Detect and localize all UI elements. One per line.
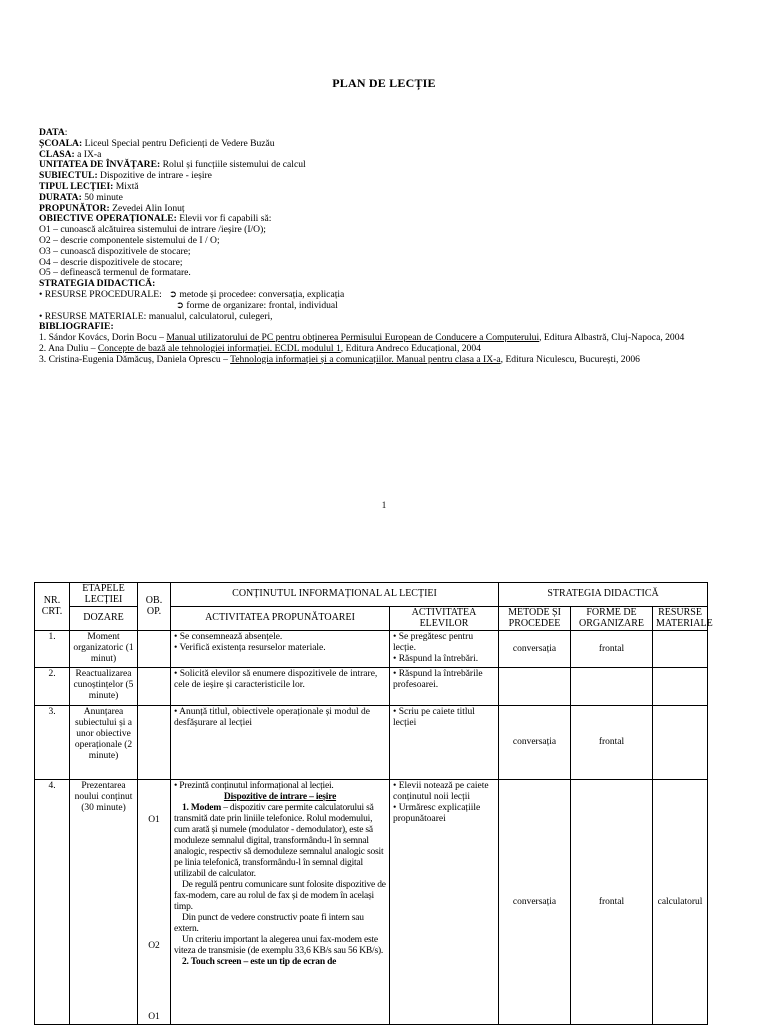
info-line-propunator: PROPUNĂTOR: Zevedei Alin Ionuț [39,202,185,214]
page-number: 1 [381,500,387,510]
table-row [35,780,708,1025]
info-line-subiectul: SUBIECTUL: Dispozitive de intrare - ieșire [39,170,212,182]
header-activitatea-propunatoarei: ACTIVITATEA PROPUNĂTOAREI [171,607,390,631]
row-forme [571,668,653,706]
objective-o4: O4 – descrie dispozitivele de stocare; [39,256,183,268]
header-nr-crt: NR. CRT. [35,583,70,631]
objective-ref: O1 [148,1012,160,1022]
table-row [35,631,708,668]
lesson-info-block [39,128,739,366]
header-resurse: RESURSE MATERIALE [653,607,708,631]
header-continut: CONȚINUTUL INFORMAȚIONAL AL LECȚIEI [171,583,499,607]
table-row [35,668,708,706]
bibliografie-item: 1. Sándor Kovács, Dorin Bocu – Manual utilizatorului de PC pentru obținerea Permisului European de Conducere a Computerului, Editura Albastră, Cluj-Napoca, 2004 [39,332,685,344]
row-ob [138,631,171,668]
row-elev-activity: • Se pregătesc pentru lecție. • Răspund la întrebări. [390,631,499,668]
row-prop-activity: • Prezintă conținutul informațional al lecției. Dispozitive de intrare – ieșire 1. Modem – dispozitiv care permite calculatorului să transmită date prin liniile telefonice. Rolul modemului, cum arată și numele (modulator - demodulator), este să moduleze semnalul digital, transformându-l în semnal analogic, respectiv să demoduleze semnalul analogic sosit pe linia telefonică, transformându-l în semnal digital utilizabil de calculator. De regulă pentru comunicare sunt folosite dispozitive de fax-modem, care au rolul de fax și de modem în același timp. Din punct de vedere constructiv poate fi intern sau extern. Un criteriu important la alegerea unui fax-modem este viteza de transmisie (de exemplu 33,6 KB/s sau 56 KB/s). 2. Touch screen – este un tip de ecran de [171,780,390,1025]
objective-ref: O2 [148,941,160,951]
row-resurse [653,631,708,668]
resurse-procedurale: • RESURSE PROCEDURALE: ➲ metode și procedee: conversația, explicația [39,288,345,300]
document-title: PLAN DE LECȚIE [332,76,436,90]
row-resurse [653,706,708,780]
row-prop-activity: • Se consemnează absențele. • Verifică existența resurselor materiale. [171,631,390,668]
row-nr: 1. [35,631,70,668]
info-line-tipul: TIPUL LECȚIEI: Mixtă [39,180,139,192]
section-heading: Dispozitive de intrare – ieșire [223,792,337,802]
row-forme: frontal [571,780,653,1025]
objective-o2: O2 – descrie componentele sistemului de I / O; [39,234,220,246]
row-forme: frontal [571,631,653,668]
row-elev-activity: • Elevii notează pe caiete conținutul noii lecții • Urmăresc explicațiile propunătoarei [390,780,499,1025]
bibliografie-heading: BIBLIOGRAFIE: [39,321,114,333]
row-etapa: Anunțarea subiectului și a unor obiective operaționale (2 minute) [70,706,138,780]
objective-o3: O3 – cunoască dispozitivele de stocare; [39,245,191,257]
row-prop-activity: • Anunță titlul, obiectivele operaționale și modul de desfășurare al lecției [171,706,390,780]
bibliografie-item: 2. Ana Duliu – Concepte de bază ale tehnologiei informației. ECDL modulul 1, Editura Andreco Educațional, 2004 [39,342,481,354]
resurse-materiale: • RESURSE MATERIALE: manualul, calculatorul, culegeri, [39,310,273,322]
info-line-obiective: OBIECTIVE OPERAȚIONALE: Elevii vor fi capabili să: [39,213,272,225]
row-etapa: Moment organizatoric (1 minut) [70,631,138,668]
info-line-scoala: ȘCOALA: Liceul Special pentru Deficienți de Vedere Buzău [39,137,275,149]
lesson-plan-table [34,582,713,1025]
row-nr: 2. [35,668,70,706]
objective-o5: O5 – definească termenul de formatare. [39,267,191,279]
header-strategia: STRATEGIA DIDACTICĂ [499,583,708,607]
info-line-unitatea: UNITATEA DE ÎNVĂȚARE: Rolul și funcțiile sistemului de calcul [39,159,306,171]
resurse-procedurale-forme: ➲ forme de organizare: frontal, individual [176,299,338,311]
header-metode: METODE ȘI PROCEDEE [499,607,571,631]
table-row [35,706,708,780]
row-nr: 3. [35,706,70,780]
row-etapa: Prezentarea noului conținut (30 minute) [70,780,138,1025]
row-elev-activity: • Scriu pe caiete titlul lecției [390,706,499,780]
header-activitatea-elevilor: ACTIVITATEA ELEVILOR [390,607,499,631]
header-ob-op: OB. OP. [138,583,171,631]
row-elev-activity: • Răspund la întrebările profesoarei. [390,668,499,706]
row-etapa: Reactualizarea cunoștințelor (5 minute) [70,668,138,706]
bibliografie-item: 3. Cristina-Eugenia Dămăcuș, Daniela Oprescu – Tehnologia informației și a comunicațiilor. Manual pentru clasa a IX-a, Editura Niculescu, București, 2006 [39,353,640,365]
row-metode: conversația [499,780,571,1025]
objective-ref: O1 [148,815,160,825]
row-metode: conversația [499,706,571,780]
row-prop-activity: • Solicită elevilor să enumere dispozitivele de intrare, cele de ieșire și caracteristicile lor. [171,668,390,706]
row-forme: frontal [571,706,653,780]
info-line-durata: DURATA: 50 minute [39,191,123,203]
info-line-strategia: STRATEGIA DIDACTICĂ: [39,278,156,290]
row-nr: 4. [35,780,70,1025]
objective-o1: O1 – cunoască alcătuirea sistemului de intrare /ieșire (I/O); [39,224,266,236]
row-metode: conversația [499,631,571,668]
header-forme: FORME DE ORGANIZARE [571,607,653,631]
row-ob [138,780,171,1025]
row-resurse [653,668,708,706]
header-dozare: DOZARE [70,607,138,631]
row-resurse: calculatorul [653,780,708,1025]
row-ob [138,706,171,780]
row-ob [138,668,171,706]
info-line-data: DATA: [39,127,68,138]
header-etapele: ETAPELE LECȚIEI [70,583,138,607]
row-metode [499,668,571,706]
info-line-clasa: CLASA: a IX-a [39,148,102,160]
